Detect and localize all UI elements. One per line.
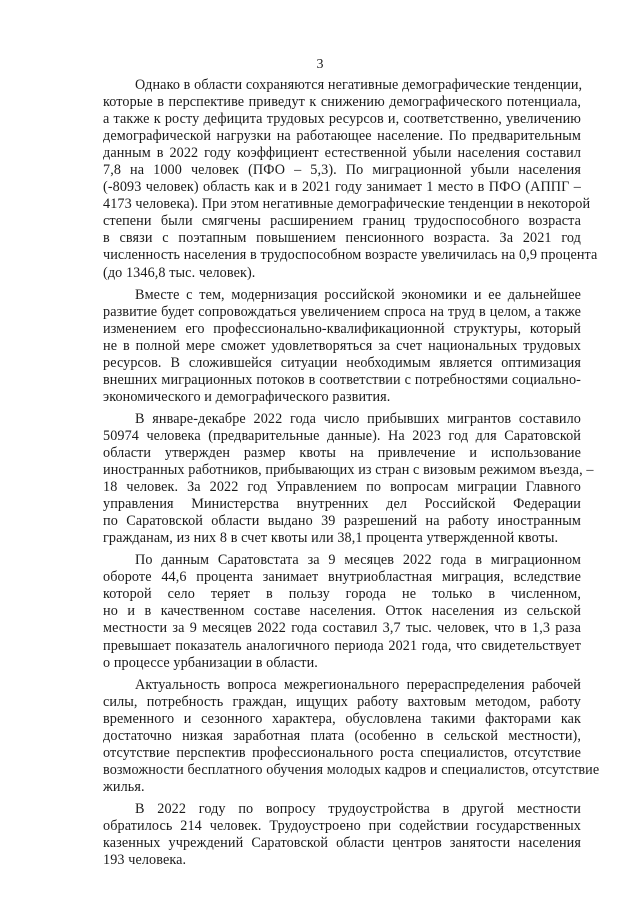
text-line: 193 человека. (103, 852, 187, 869)
paragraph (103, 287, 581, 406)
text-line: экономического и демографического развития. (103, 388, 391, 405)
paragraph (103, 77, 598, 282)
text-line: временного и сезонного характера, обусловлена такими факторами как (103, 710, 581, 727)
text-line: По данным Саратовстата за 9 месяцев 2022 года в миграционном (135, 552, 581, 569)
text-line: (до 1346,8 тыс. человек). (103, 264, 256, 281)
text-line: (-8093 человек) область как и в 2021 году занимает 1 место в ПФО (АППГ – (103, 179, 581, 196)
text-line: возможности бесплатного обучения молодых кадров и специалистов, отсутствие (103, 761, 600, 778)
text-line: которые в перспективе приведут к снижению демографического потенциала, (103, 94, 581, 111)
paragraph (103, 552, 581, 671)
text-line: степени были смягчены расширением границ трудоспособного возраста (103, 213, 581, 230)
page-number: 3 (316, 57, 324, 72)
text-line: а также к росту дефицита трудовых ресурсов и, соответственно, увеличению (103, 111, 581, 128)
text-line: которой село теряет в пользу города не только в численном, (103, 586, 581, 603)
text-line: не в полной мере сможет удовлетворяться за счет национальных трудовых (103, 337, 581, 354)
text-line: гражданам, из них 8 в счет квоты или 38,1 процента утвержденной квоты. (103, 530, 559, 547)
paragraph (103, 801, 581, 869)
text-line: 7,8 на 1000 человек (ПФО – 5,3). По миграционной убыли населения (103, 162, 581, 179)
text-line: казенных учреждений Саратовской области центров занятости населения (103, 835, 581, 852)
text-line: но и в качественном составе населения. Отток населения из сельской (103, 603, 581, 620)
text-line: отсутствие перспектив профессионального роста специалистов, отсутствие (103, 744, 581, 761)
text-line: В 2022 году по вопросу трудоустройства в другой местности (135, 800, 581, 817)
text-line: данным в 2022 году коэффициент естественной убыли населения составил (103, 145, 581, 162)
text-line: В январе-декабре 2022 года число прибывших мигрантов составило (135, 410, 581, 427)
document-body (103, 77, 600, 874)
text-line: силы, потребность граждан, ищущих работу вахтовым методом, работу (103, 693, 581, 710)
text-line: области утвержден размер квоты на привлечение и использование (103, 444, 581, 461)
text-line: 4173 человека). При этом негативные демографические тенденции в некоторой (103, 196, 591, 213)
text-line: обороте 44,6 процента занимает внутриобластная миграция, вследствие (103, 569, 581, 586)
text-line: демографической нагрузки на работающее население. По предварительным (103, 128, 581, 145)
text-line: превышает показатель аналогичного периода 2021 года, что свидетельствует (103, 637, 581, 654)
text-line: внешних миграционных потоков в соответствии с потребностями социально- (103, 371, 581, 388)
text-line: Вместе с тем, модернизация российской экономики и ее дальнейшее (135, 286, 581, 303)
text-line: 50974 человека (предварительные данные). На 2023 год для Саратовской (103, 427, 581, 444)
text-line: достаточно низкая заработная плата (особенно в сельской местности), (103, 727, 581, 744)
text-line: развитие будет сопровождаться увеличением спроса на труд в целом, а также (103, 303, 581, 320)
paragraph (103, 410, 594, 547)
text-line: по Саратовской области выдано 39 разрешений на работу иностранным (103, 513, 581, 530)
text-line: жилья. (103, 778, 145, 795)
text-line: 18 человек. За 2022 год Управлением по вопросам миграции Главного (103, 479, 581, 496)
text-line: управления Министерства внутренних дел Российской Федерации (103, 496, 581, 513)
text-line: о процессе урбанизации в области. (103, 654, 318, 671)
text-line: местности за 9 месяцев 2022 года составил 3,7 тыс. человек, что в 1,3 раза (103, 620, 581, 637)
text-line: обратилось 214 человек. Трудоустроено при содействии государственных (103, 817, 581, 834)
text-line: Однако в области сохраняются негативные демографические тенденции, (135, 77, 583, 93)
text-line: изменением его профессионально-квалификационной структуры, который (103, 320, 581, 337)
text-line: численность населения в трудоспособном возрасте увеличилась на 0,9 процента (103, 247, 598, 264)
text-line: в связи с поэтапным повышением пенсионного возраста. За 2021 год (103, 230, 581, 247)
text-line: иностранных работников, прибывающих из стран с визовым режимом въезда, – (103, 462, 594, 479)
text-line: ресурсов. В сложившейся ситуации необходимым является оптимизация (103, 354, 581, 371)
paragraph (103, 676, 600, 796)
text-line: Актуальность вопроса межрегионального перераспределения рабочей (135, 676, 581, 693)
